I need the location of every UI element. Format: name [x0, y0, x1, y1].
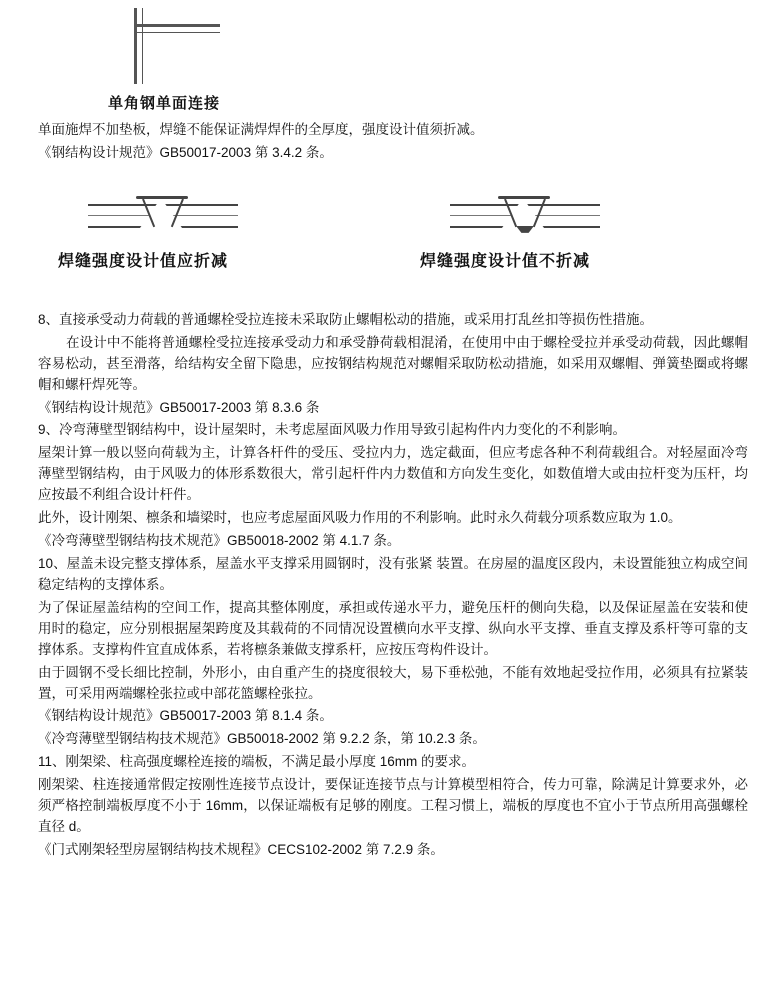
- item-8-body-0: 在设计中不能将普通螺栓受拉连接承受动力和承受静荷载相混淆，在使用中由于螺栓受拉并承受动荷载，因此螺帽容易松动，甚至滑落，给结构安全留下隐患，应按钢结构规范对螺帽采取防松动措施，如采用双螺帽、弹簧垫圈或将螺帽和螺杆焊死等。: [38, 334, 748, 392]
- item-9-title: 9、冷弯薄壁型钢结构中，设计屋架时，未考虑屋面风吸力作用导致引起构件内力变化的不利影响。: [38, 422, 627, 438]
- weld-root-backing: [516, 226, 534, 233]
- figure2-left-caption: 焊缝强度设计值应折减: [58, 252, 229, 270]
- angle-steel-drawing: [128, 8, 224, 84]
- figure-weld-details: [0, 192, 772, 284]
- angle-vertical-leg-edge: [142, 8, 143, 84]
- angle-horizontal-leg: [134, 24, 220, 27]
- paragraph-weld-strength-note: 单面施焊不加垫板，焊缝不能保证满焊焊件的全厚度，强度设计值须折减。: [38, 122, 484, 137]
- item-10-title: 10、屋盖未设完整支撑体系，屋盖水平支撑采用圆钢时，没有张紧 装置。在房屋的温度区段内，未设置能独立构成空间稳定结构的支撑体系。: [38, 555, 748, 592]
- item-9-ref-0: 《冷弯薄壁型钢结构技术规范》GB50018-2002 第 4.1.7 条。: [38, 533, 401, 549]
- item-10-ref-1: 《冷弯薄壁型钢结构技术规范》GB50018-2002 第 9.2.2 条，第 10.2.3 条。: [38, 731, 486, 747]
- figure-single-angle-connection: [0, 0, 772, 120]
- item-11-title: 11、刚架梁、柱高强度螺栓连接的端板，不满足最小厚度 16mm 的要求。: [38, 754, 476, 770]
- item-9-body-0: 屋架计算一般以竖向荷载为主，计算各杆件的受压、受拉内力，选定截面，但应考虑各种不利荷载组合。对轻屋面冷弯薄壁型钢结构，由于风吸力的体形系数很大，常引起杆件内力数值和方向发生变化，如数值增大或由拉杆变为压杆，均应按最不利组合设计杆件。: [38, 445, 748, 503]
- figure2-right-caption: 焊缝强度设计值不折减: [420, 252, 591, 270]
- angle-vertical-leg: [134, 8, 137, 84]
- item-11-ref-0: 《门式刚架轻型房屋钢结构技术规程》CECS102-2002 第 7.2.9 条。: [38, 841, 444, 857]
- weld-cap-bead: [136, 196, 188, 199]
- weld-drawing-reduced: [88, 192, 238, 238]
- weld-cap-bead: [498, 196, 550, 199]
- item-8-title: 8、直接承受动力荷载的普通螺栓受拉连接未采取防止螺帽松动的措施，或采用打乱丝扣等损伤性措施。: [38, 311, 654, 327]
- item-10-ref-0: 《钢结构设计规范》GB50017-2003 第 8.1.4 条。: [38, 708, 333, 724]
- reference-gb50017-342: 《钢结构设计规范》GB50017-2003 第 3.4.2 条。: [38, 144, 333, 160]
- item-10-body-1: 由于圆钢不受长细比控制，外形小，由自重产生的挠度很较大，易下垂松弛，不能有效地起受拉作用，必须具有拉紧装置，可采用两端螺栓张拉或中部花篮螺栓张拉。: [38, 664, 748, 701]
- item-8-ref-0: 《钢结构设计规范》GB50017-2003 第 8.3.6 条: [38, 399, 320, 415]
- figure1-caption: 单角钢单面连接: [108, 95, 221, 112]
- item-9-body-1: 此外，设计刚架、檩条和墙梁时，也应考虑屋面风吸力作用的不利影响。此时永久荷载分项系数应取为 1.0。: [38, 510, 682, 526]
- weld-drawing-not-reduced: [450, 192, 600, 238]
- item-11-body-0: 刚架梁、柱连接通常假定按刚性连接节点设计，要保证连接节点与计算模型相符合，传力可靠，除满足计算要求外，必须严格控制端板厚度不小于 16mm，以保证端板有足够的刚度。工程习惯上，端板的厚度也不宜小于节点所用高强螺栓直径 d。: [38, 777, 748, 835]
- angle-horizontal-leg-edge: [134, 32, 220, 33]
- item-10-body-0: 为了保证屋盖结构的空间工作，提高其整体刚度，承担或传递水平力，避免压杆的侧向失稳，以及保证屋盖在安装和使用时的稳定，应分别根据屋架跨度及其载荷的不同情况设置横向水平支撑、纵向水平支撑、垂直支撑及系杆等可靠的支撑体系。支撑构件宜直成体系，若将檩条兼做支撑系杆，应按压弯构件设计。: [38, 599, 748, 657]
